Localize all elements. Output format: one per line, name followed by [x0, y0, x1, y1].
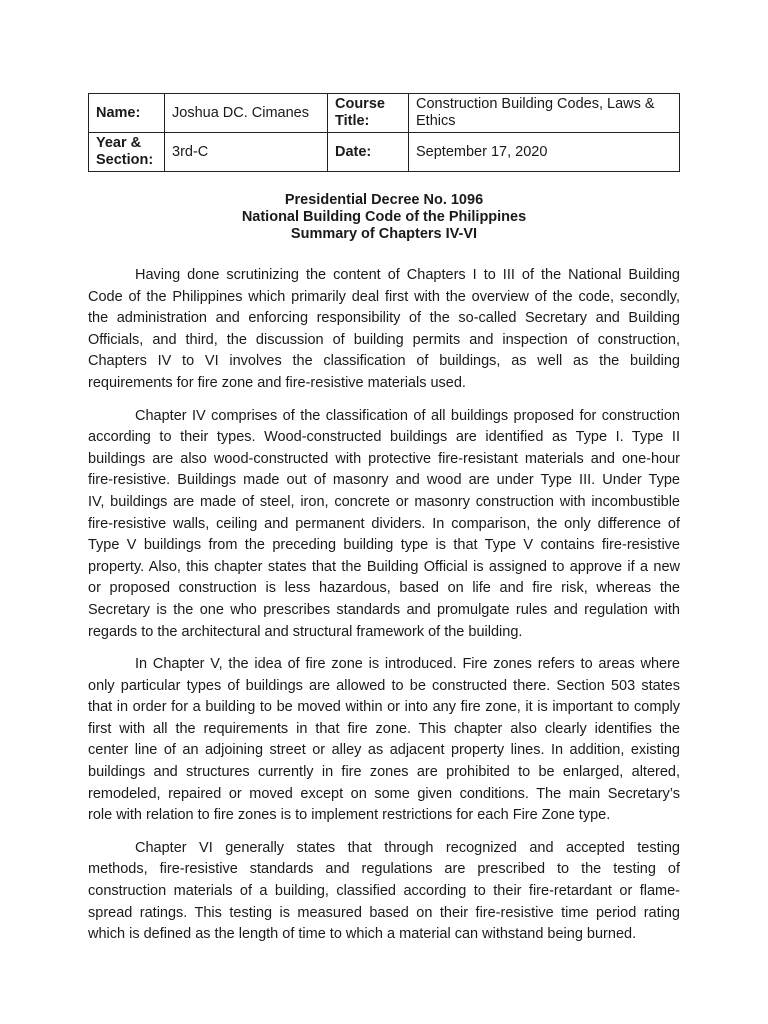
paragraph-line: Type V buildings from the preceding building type is that Type V contains fire-resistive: [88, 537, 680, 554]
title-decree: Presidential Decree No. 1096: [284, 192, 484, 208]
paragraph-line: Officials, and third, the discussion of building permits and inspection of construction,: [88, 331, 680, 348]
paragraph-line: construction materials of a building, classified according to their fire-retardant or flame-: [88, 883, 680, 900]
paragraph-line: requirements for fire zone and fire-resistive materials used.: [88, 374, 466, 391]
paragraph-line: Chapter IV comprises of the classification of all buildings proposed for construction: [135, 407, 680, 424]
date-value: September 17, 2020: [409, 133, 680, 172]
paragraph-line: fire-resistive. Buildings made out of masonry and wood are under Type III. Under Type: [88, 472, 680, 489]
paragraph-line: center line of an adjoining street or alley as adjacent property lines. In addition, existing: [88, 742, 680, 759]
paragraph-line: methods, fire-resistive standards and regulations are prescribed to the testing of: [88, 861, 680, 878]
paragraph-line: remodeled, repaired or moved except on some given conditions. The main Secretary’s: [88, 785, 680, 802]
paragraph-line: the administration and enforcing responsibility of the so-called Secretary and Building: [88, 310, 680, 327]
paragraph-line: or proposed construction is less hazardous, based on life and fire risk, whereas the: [88, 580, 680, 597]
course-title-value: Construction Building Codes, Laws & Ethics: [409, 94, 680, 133]
paragraph: [88, 654, 680, 827]
document-title: [88, 192, 680, 243]
info-row: [89, 94, 680, 133]
paragraph-line: only particular types of buildings are allowed to be constructed there. Section 503 states: [88, 677, 680, 694]
paragraph-line: role with relation to fire zones is to implement restrictions for each Fire Zone type.: [88, 807, 611, 824]
paragraph: [88, 265, 680, 395]
paragraph: [88, 838, 680, 946]
paragraph-line: regards to the architectural and structural framework of the building.: [88, 623, 523, 640]
paragraph-line: Secretary is the one who prescribes standards and promulgate rules and regulation with: [88, 601, 680, 618]
name-label: Name:: [89, 94, 165, 133]
paragraph-line: Having done scrutinizing the content of Chapters I to III of the National Building: [135, 267, 680, 283]
paragraph-line: that in order for a building to be moved within or into any fire zone, it is important to comply: [88, 699, 680, 716]
paragraph-line: which is defined as the length of time to which a material can withstand being burned.: [88, 926, 637, 943]
paragraph-line: according to their types. Wood-constructed buildings are identified as Type I. Type II: [88, 429, 680, 446]
paragraph-line: Code of the Philippines which primarily deal first with the overview of the code, secondly,: [88, 288, 680, 305]
paragraph-line: property. Also, this chapter states that the Building Official is assigned to approve if a new: [88, 558, 680, 575]
course-title-label: Course Title:: [328, 94, 409, 133]
paragraph-line: buildings and structures currently in fire zones are prohibited to be enlarged, altered,: [88, 764, 680, 781]
paragraph-line: Chapter VI generally states that through recognized and accepted testing: [135, 839, 680, 856]
name-value: Joshua DC. Cimanes: [165, 94, 328, 133]
title-code: National Building Code of the Philippines: [241, 209, 527, 225]
paragraph: [88, 406, 680, 644]
paragraph-line: spread ratings. This testing is measured based on their fire-resistive time period rating: [88, 904, 680, 921]
paragraph-line: buildings are also wood-constructed with protective fire-resistant materials and one-hour: [88, 450, 680, 467]
paragraph-line: first with all the requirements in that fire zone. This chapter also clearly identifies the: [88, 720, 680, 737]
paragraph-line: IV, buildings are made of steel, iron, concrete or masonry construction with incombustible: [88, 493, 680, 510]
paragraph-line: fire-resistive walls, ceiling and permanent dividers. In comparison, the only difference of: [88, 515, 680, 532]
date-label: Date:: [328, 133, 409, 172]
paragraph-line: In Chapter V, the idea of fire zone is introduced. Fire zones refers to areas where: [135, 656, 680, 673]
title-summary: Summary of Chapters IV-VI: [290, 226, 478, 242]
document-body: [88, 265, 680, 957]
info-row: [89, 133, 680, 172]
student-info-table: [88, 93, 680, 172]
year-section-label: Year & Section:: [89, 133, 165, 172]
year-section-value: 3rd-C: [165, 133, 328, 172]
paragraph-line: Chapters IV to VI involves the classification of buildings, as well as the building: [88, 353, 680, 370]
